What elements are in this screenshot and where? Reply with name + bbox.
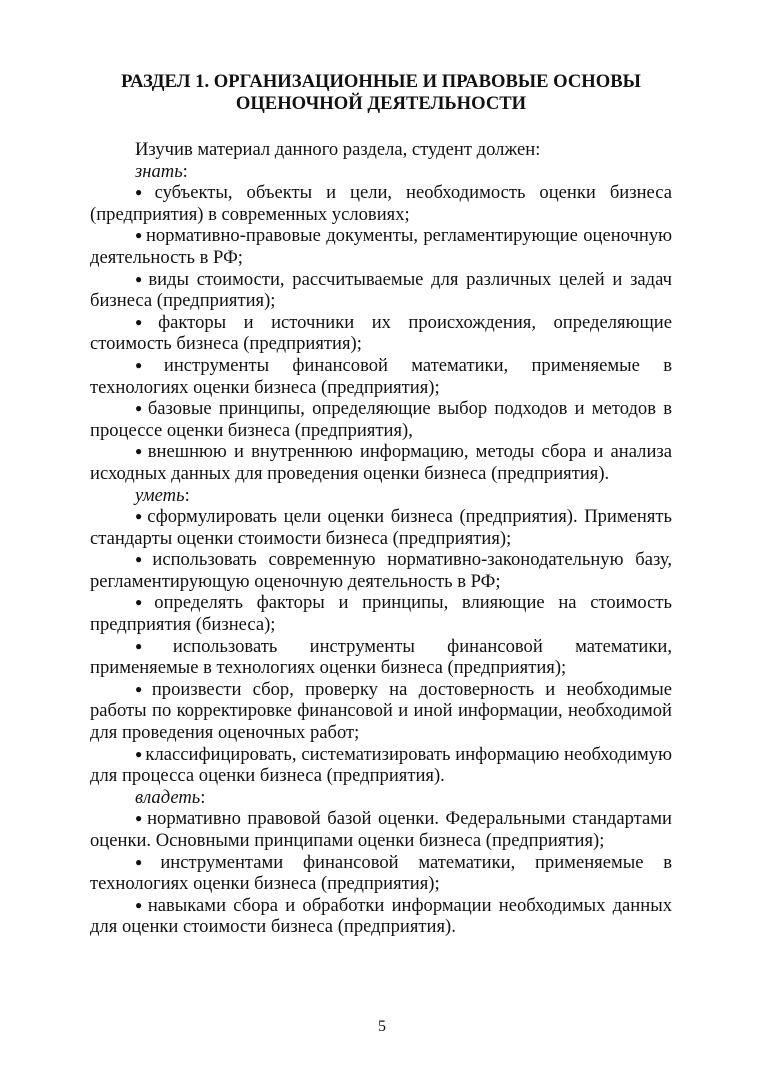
master-colon: : [200,786,206,808]
page-number: 5 [378,1018,386,1035]
section-title-line-1: РАЗДЕЛ 1. ОРГАНИЗАЦИОННЫЕ И ПРАВОВЫЕ ОСНОВЫ [121,71,641,92]
bullet-item-text: использовать инструменты финансовой математики, применяемые в технологиях оценки бизнеса (предприятия); [90,635,672,679]
bullet-icon: ● [135,897,145,912]
bullet-item-text: виды стоимости, рассчитываемые для различных целей и задач бизнеса (предприятия); [90,268,673,312]
intro-paragraph: Изучив материал данного раздела, студент должен: [135,139,541,160]
can-label: уметь [135,484,185,506]
bullet-item-text: классифицировать, систематизировать информацию необходимую для процесса оценки бизнеса (предприятия). [90,743,672,787]
bullet-icon: ● [135,401,145,416]
bullet-item-text: инструменты финансовой математики, применяемые в технологиях оценки бизнеса (предприятия); [90,354,672,398]
bullet-item [90,679,672,744]
know-label: знать [135,160,183,182]
bullet-item [90,549,672,592]
bullet-item-text: произвести сбор, проверку на достоверность и необходимые работы по корректировке финансовой и иной информации, необходимой для проведения оценочных работ; [90,678,673,744]
bullet-icon: ● [135,509,145,524]
know-heading [90,161,672,183]
bullet-icon: ● [135,811,145,826]
bullet-item [90,269,672,312]
bullet-item-text: определять факторы и принципы, влияющие на стоимость предприятия (бизнеса); [90,592,673,636]
bullet-icon: ● [135,185,152,200]
bullet-item-text: использовать современную нормативно-законодательную базу, регламентирующую оценочную деятельность в РФ; [90,549,672,592]
can-heading [90,485,672,507]
bullet-icon: ● [135,271,146,286]
bullet-item-text: факторы и источники их происхождения, определяющие стоимость бизнеса (предприятия); [90,311,672,355]
bullet-item [90,592,672,635]
bullet-item-text: внешнюю и внутреннюю информацию, методы сбора и анализа исходных данных для проведения оценки бизнеса (предприятия). [90,441,672,484]
can-list [90,506,672,787]
bullet-item [90,312,672,355]
bullet-icon: ● [135,595,152,610]
bullet-item-text: сформулировать цели оценки бизнеса (предприятия). Применять стандарты оценки стоимости бизнеса (предприятия); [90,506,673,549]
master-list [90,808,672,938]
bullet-item-text: инструментами финансовой математики, применяемые в технологиях оценки бизнеса (предприятия); [90,851,672,895]
bullet-item [90,225,672,268]
bullet-icon: ● [135,314,156,329]
bullet-item-text: нормативно-правовые документы, регламентирующие оценочную деятельность в РФ; [90,225,673,268]
bullet-item [90,808,672,851]
section-title [90,71,672,115]
bullet-item [90,182,672,225]
master-label: владеть [135,786,201,808]
know-list [90,182,672,484]
bullet-item [90,398,672,441]
bullet-item-text: субъекты, объекты и цели, необходимость оценки бизнеса (предприятия) в современных условиях; [90,182,672,225]
bullet-icon: ● [135,638,170,653]
bullet-icon: ● [135,444,145,459]
bullet-item-text: навыками сбора и обработки информации необходимых данных для оценки стоимости бизнеса (предприятия). [90,894,673,938]
bullet-item-text: нормативно правовой базой оценки. Федеральными стандартами оценки. Основными принципами оценки бизнеса (предприятия); [90,808,672,851]
bullet-icon: ● [135,357,161,372]
can-colon: : [184,484,190,506]
bullet-icon: ● [135,746,143,761]
bullet-item [90,852,672,895]
master-heading [90,787,672,809]
bullet-item [90,355,672,398]
bullet-item [90,506,672,549]
bullet-item [90,441,672,484]
bullet-icon: ● [135,681,149,696]
bullet-icon: ● [135,854,158,869]
bullet-icon: ● [135,228,143,243]
section-title-line-2: ОЦЕНОЧНОЙ ДЕЯТЕЛЬНОСТИ [235,93,527,114]
bullet-icon: ● [135,552,150,567]
bullet-item [90,744,672,787]
bullet-item [90,895,672,938]
bullet-item-text: базовые принципы, определяющие выбор подходов и методов в процессе оценки бизнеса (предприятия), [90,398,672,441]
bullet-item [90,636,672,679]
know-colon: : [182,160,188,182]
